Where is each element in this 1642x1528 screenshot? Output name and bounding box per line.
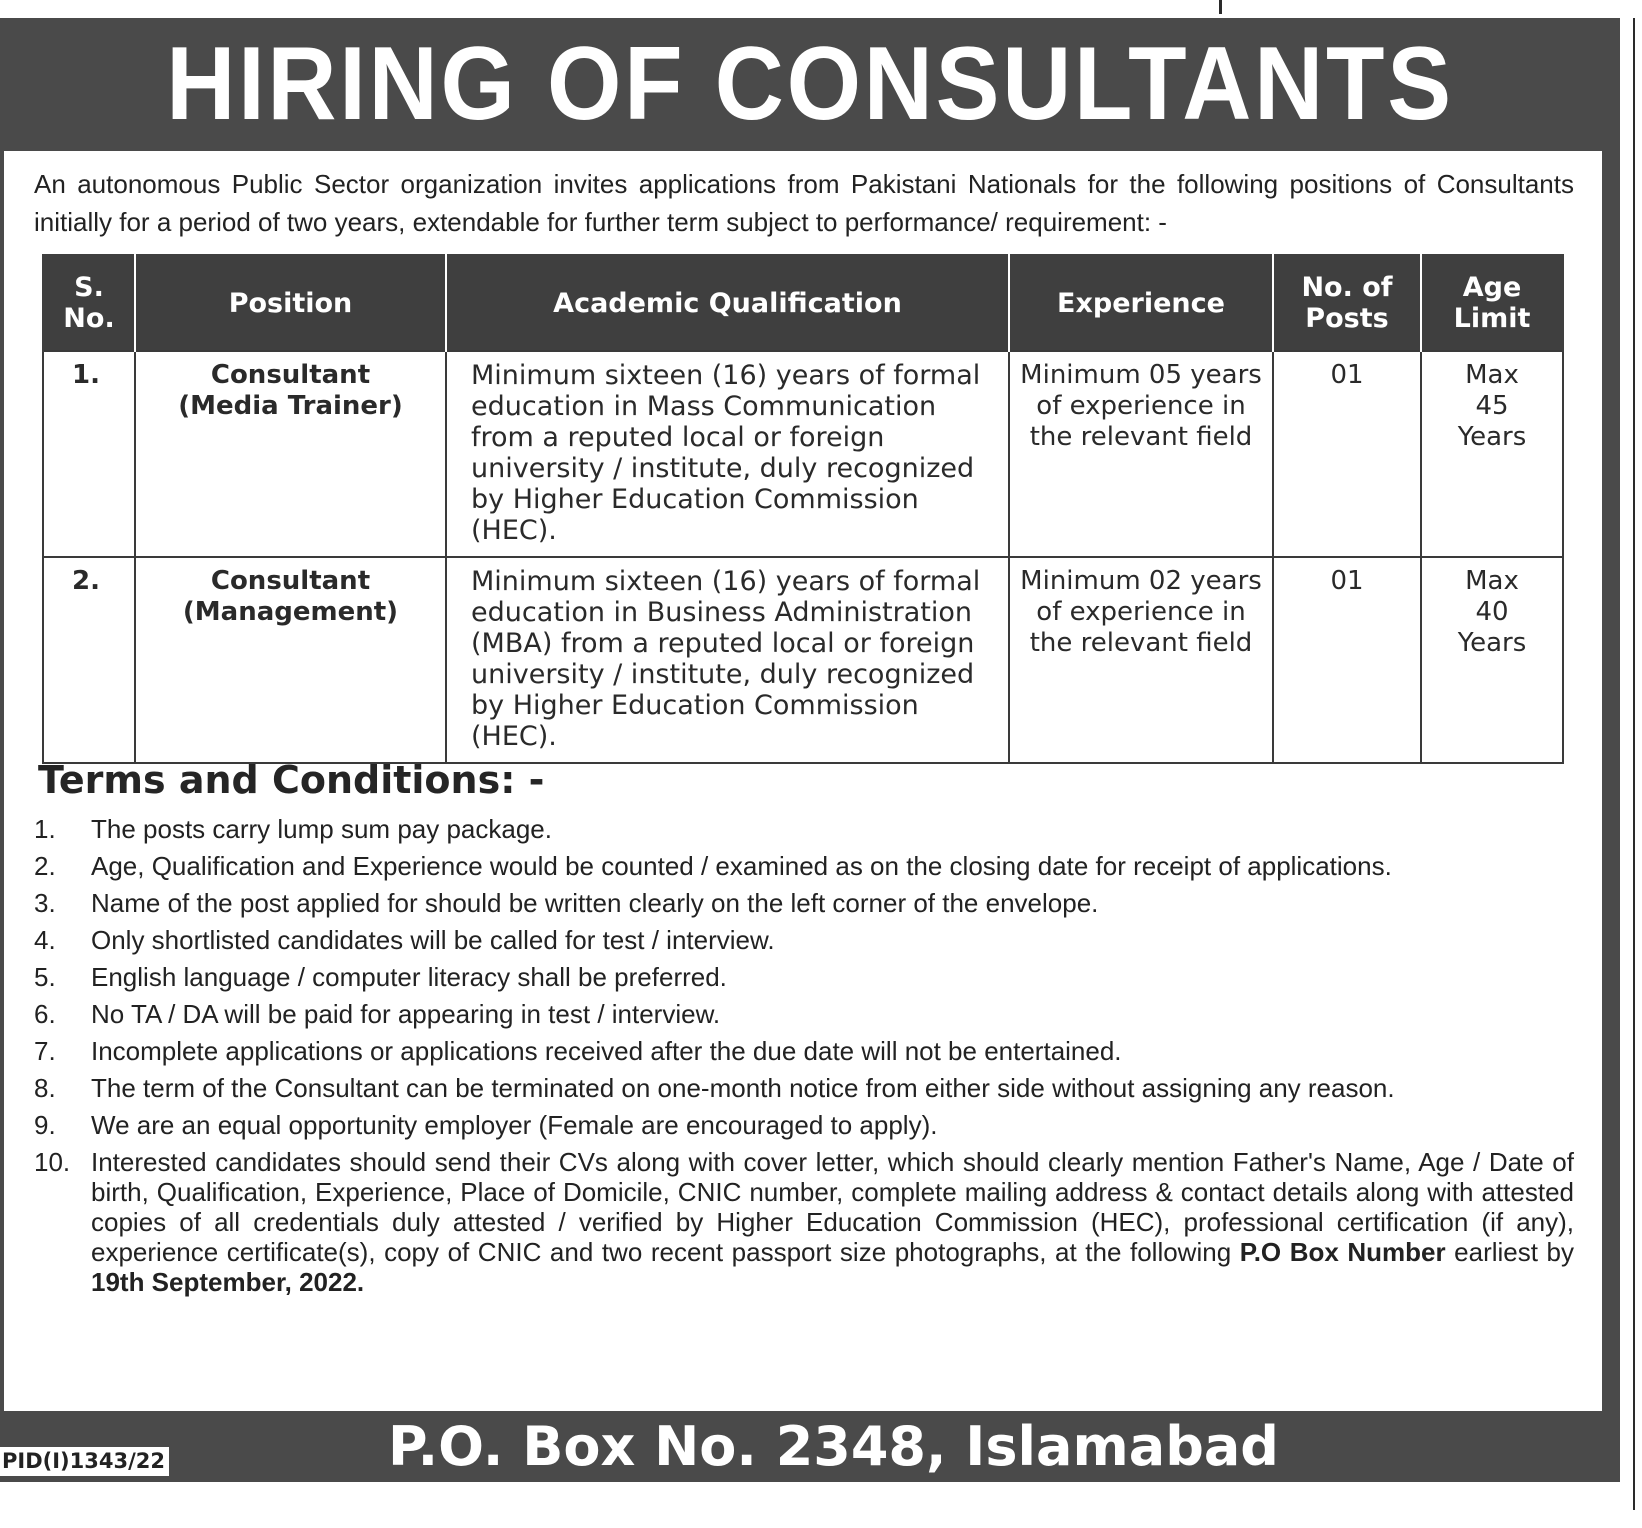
term-number: 1.	[34, 814, 56, 844]
list-item	[34, 1110, 1574, 1140]
ad-footer	[0, 1411, 1620, 1482]
term-number: 8.	[34, 1073, 56, 1103]
age-unit: Years	[1457, 422, 1527, 452]
term-text: No TA / DA will be paid for appearing in test / interview.	[91, 999, 721, 1029]
top-edge-mark	[1219, 0, 1222, 14]
term-text: We are an equal opportunity employer (Female are encouraged to apply).	[91, 1110, 938, 1140]
ad-body	[4, 151, 1602, 1411]
position-subtitle: (Management)	[182, 597, 399, 627]
cell-qualification: Minimum sixteen (16) years of formal education in Business Administration (MBA) from a reputed local or foreign university / institute, duly recognized by Higher Education Commission (HEC).	[446, 557, 1009, 763]
page-edge-line	[1633, 18, 1635, 1510]
term-text: Only shortlisted candidates will be called for test / interview.	[91, 925, 775, 955]
ad-title: HIRING OF CONSULTANTS	[166, 26, 1454, 142]
positions-table	[42, 254, 1564, 764]
table-row	[43, 557, 1563, 763]
list-item	[34, 1036, 1574, 1066]
term-number: 3.	[34, 888, 56, 918]
cell-position	[135, 351, 446, 557]
position-title: Consultant	[210, 360, 371, 390]
deadline-date: 19th September, 2022.	[91, 1267, 365, 1297]
table-header-row	[43, 255, 1563, 351]
list-item	[34, 1073, 1574, 1103]
position-subtitle: (Media Trainer)	[178, 391, 403, 421]
term-text-part: Interested candidates should send their CVs along with cover letter, which should clearly mention Father's Name, Age / Date of birth, Qualification, Experience, Place of Domicile, CNIC number, complete mailing address & contact details along with attested copies of all credentials duly attested / verified by Higher Education Commission (HEC), professional certification (if any), experience certificate(s), copy of CNIC and two recent passport size photographs, at the following	[91, 1147, 1574, 1267]
table-row	[43, 351, 1563, 557]
term-text: Incomplete applications or applications received after the due date will not be entertained.	[91, 1036, 1122, 1066]
terms-heading: Terms and Conditions: -	[38, 758, 545, 802]
cell-posts: 01	[1273, 557, 1421, 763]
term-text: The posts carry lump sum pay package.	[91, 814, 552, 844]
list-item	[34, 1147, 1574, 1297]
list-item	[34, 962, 1574, 992]
cell-sno: 2.	[43, 557, 135, 763]
header-posts: No. of Posts	[1273, 255, 1421, 351]
term-text: English language / computer literacy shall be preferred.	[91, 962, 727, 992]
term-number: 2.	[34, 851, 56, 881]
position-title: Consultant	[210, 566, 371, 596]
term-number: 6.	[34, 999, 56, 1029]
term-text: Age, Qualification and Experience would be counted / examined as on the closing date for receipt of applications.	[91, 851, 1392, 881]
list-item	[34, 999, 1574, 1029]
cell-qualification: Minimum sixteen (16) years of formal education in Mass Communication from a reputed local or foreign university / institute, duly recognized by Higher Education Commission (HEC).	[446, 351, 1009, 557]
cell-age-limit	[1421, 557, 1563, 763]
intro-paragraph: An autonomous Public Sector organization invites applications from Pakistani Nationals for the following positions of Consultants initially for a period of two years, extendable for further term subject to performance/ requirement: -	[34, 169, 1574, 237]
po-box-emphasis: P.O Box Number	[1239, 1237, 1446, 1267]
header-age-limit: Age Limit	[1421, 255, 1563, 351]
list-item	[34, 814, 1574, 844]
age-value: 40	[1475, 597, 1509, 627]
cell-posts: 01	[1273, 351, 1421, 557]
list-item	[34, 851, 1574, 881]
term-text	[91, 1147, 1574, 1297]
terms-list	[34, 814, 1574, 1304]
term-text: Name of the post applied for should be written clearly on the left corner of the envelope.	[91, 888, 1099, 918]
term-number: 7.	[34, 1036, 56, 1066]
header-position: Position	[135, 255, 446, 351]
po-box-address: P.O. Box No. 2348, Islamabad	[388, 1415, 1279, 1478]
cell-sno: 1.	[43, 351, 135, 557]
header-experience: Experience	[1009, 255, 1273, 351]
term-number: 10.	[34, 1147, 71, 1177]
cell-age-limit	[1421, 351, 1563, 557]
term-text: The term of the Consultant can be terminated on one-month notice from either side without assigning any reason.	[91, 1073, 1395, 1103]
pid-reference: PID(I)1343/22	[0, 1447, 169, 1476]
header-qualification: Academic Qualification	[446, 255, 1009, 351]
list-item	[34, 925, 1574, 955]
list-item	[34, 888, 1574, 918]
term-number: 9.	[34, 1110, 56, 1140]
age-unit: Years	[1457, 628, 1527, 658]
age-value: 45	[1475, 391, 1509, 421]
age-label: Max	[1465, 566, 1519, 596]
advertisement	[0, 18, 1620, 1482]
term-number: 5.	[34, 962, 56, 992]
age-label: Max	[1465, 360, 1519, 390]
term-text-part: earliest by	[1445, 1237, 1575, 1267]
term-number: 4.	[34, 925, 56, 955]
header-sno: S. No.	[43, 255, 135, 351]
cell-position	[135, 557, 446, 763]
cell-experience: Minimum 02 years of experience in the relevant field	[1009, 557, 1273, 763]
cell-experience: Minimum 05 years of experience in the relevant field	[1009, 351, 1273, 557]
